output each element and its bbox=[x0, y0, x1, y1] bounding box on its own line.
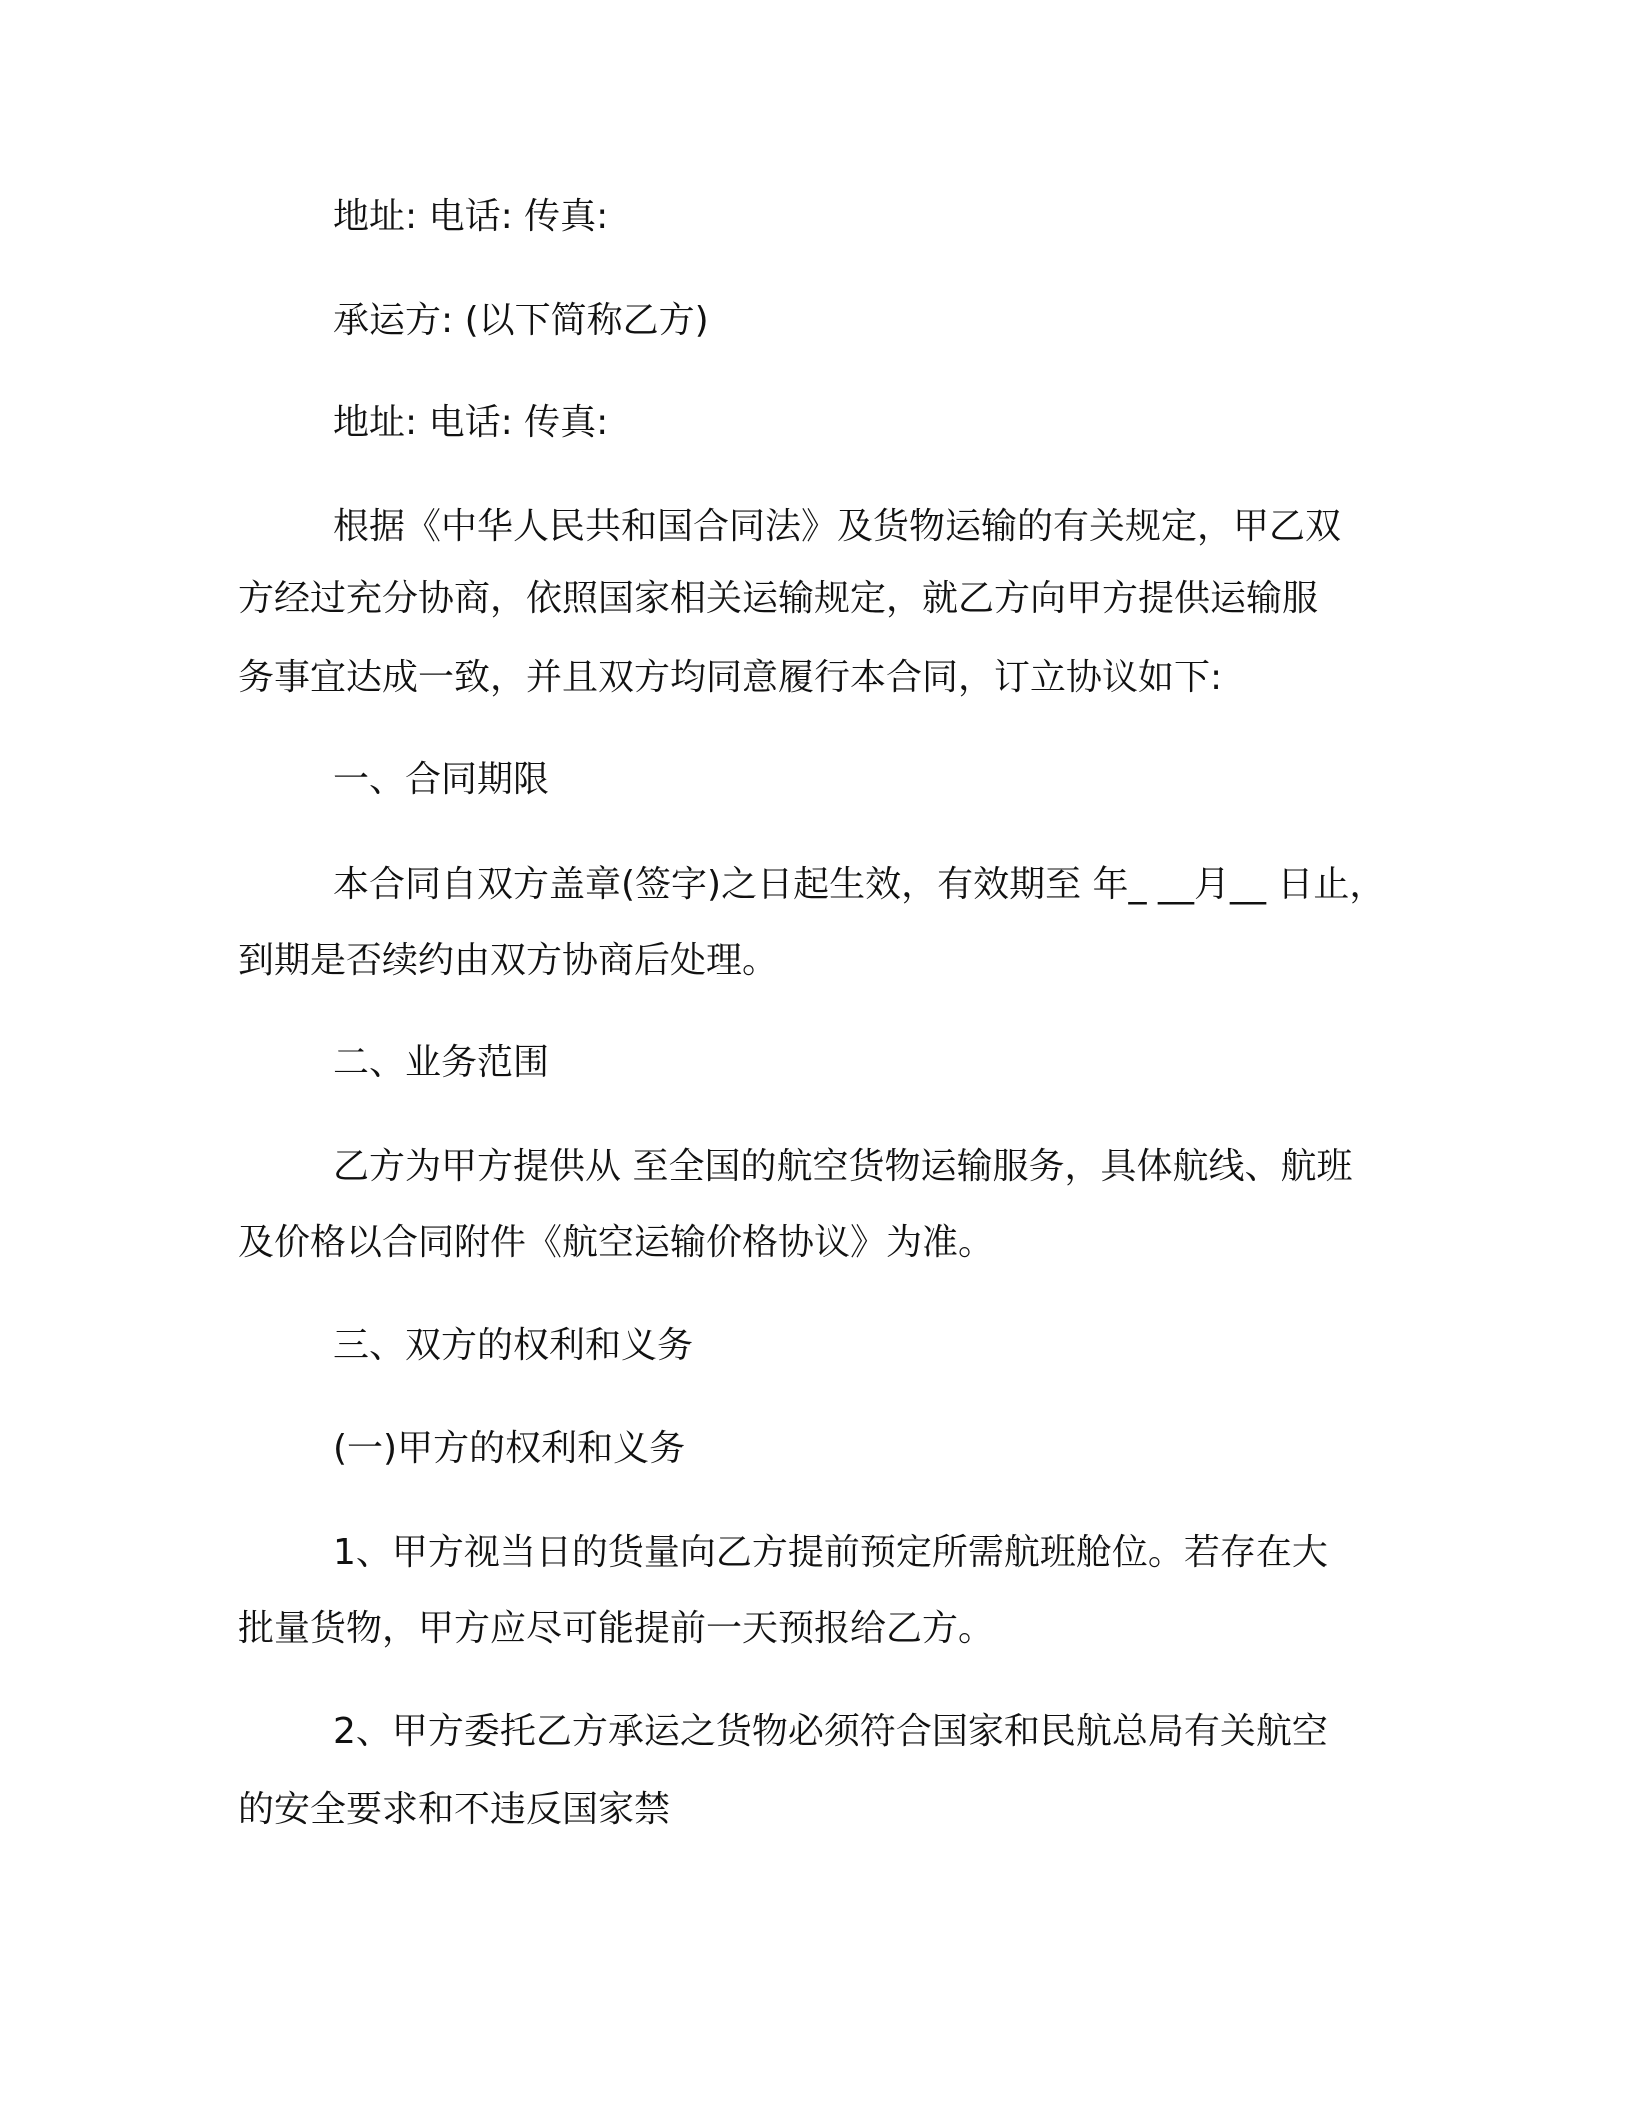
term-line-2: 到期是否续约由双方协商后处理。 bbox=[238, 940, 779, 981]
section-heading-rights: 三、双方的权利和义务 bbox=[333, 1325, 694, 1366]
section-heading-term: 一、合同期限 bbox=[333, 759, 550, 800]
subsection-heading-party-a: (一)甲方的权利和义务 bbox=[333, 1428, 686, 1469]
scope-line-2: 及价格以合同附件《航空运输价格协议》为准。 bbox=[238, 1222, 995, 1263]
clause-2-line-2: 的安全要求和不违反国家禁 bbox=[238, 1789, 671, 1830]
carrier-line: 承运方: (以下简称乙方) bbox=[333, 300, 709, 341]
shipper-contact-line: 地址: 电话: 传真: bbox=[333, 196, 609, 237]
clause-2-line-1: 2、甲方委托乙方承运之货物必须符合国家和民航总局有关航空 bbox=[333, 1711, 1328, 1752]
scope-line-1: 乙方为甲方提供从 至全国的航空货物运输服务，具体航线、航班 bbox=[333, 1146, 1353, 1187]
clause-1-line-2: 批量货物，甲方应尽可能提前一天预报给乙方。 bbox=[238, 1608, 995, 1649]
preamble-line-2: 方经过充分协商，依照国家相关运输规定，就乙方向甲方提供运输服 bbox=[238, 578, 1319, 619]
clause-1-line-1: 1、甲方视当日的货量向乙方提前预定所需航班舱位。若存在大 bbox=[333, 1532, 1328, 1573]
carrier-contact-line: 地址: 电话: 传真: bbox=[333, 402, 609, 443]
preamble-line-3: 务事宜达成一致，并且双方均同意履行本合同，订立协议如下: bbox=[238, 657, 1223, 698]
section-heading-scope: 二、业务范围 bbox=[333, 1042, 550, 1083]
term-line-1: 本合同自双方盖章(签字)之日起生效，有效期至 年_ __月__ 日止， bbox=[333, 864, 1386, 905]
preamble-line-1: 根据《中华人民共和国合同法》及货物运输的有关规定，甲乙双 bbox=[333, 506, 1342, 547]
